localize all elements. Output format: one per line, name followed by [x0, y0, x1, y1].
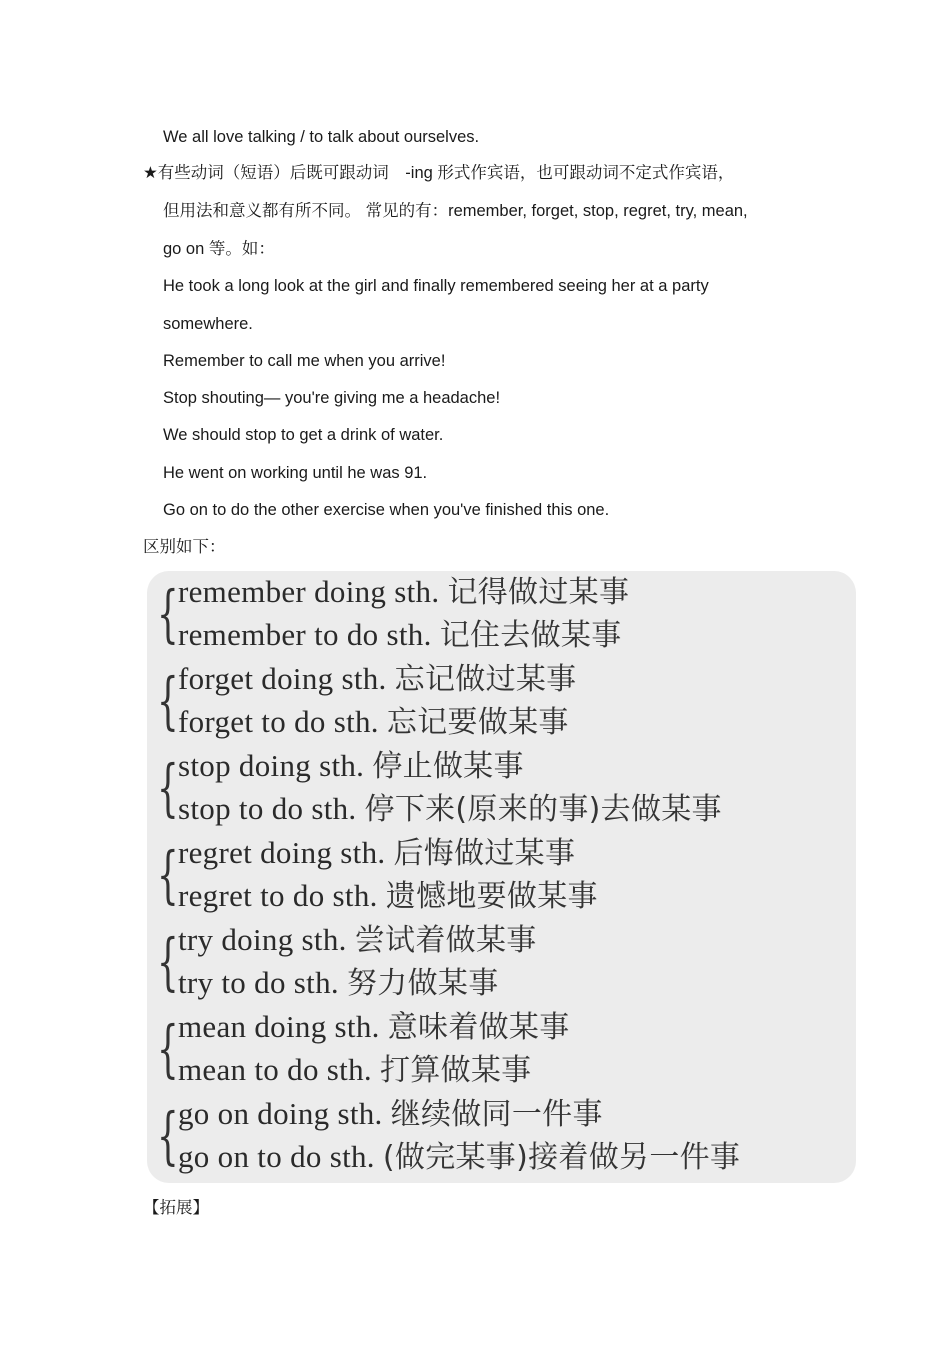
example-sentence-7: Go on to do the other exercise when you've finished this one. — [163, 501, 610, 519]
entry-zh: 后悔做过某事 — [393, 836, 576, 871]
entry-en: try doing sth. — [178, 922, 347, 957]
pair-forget — [147, 660, 847, 747]
entry-doing — [178, 921, 537, 960]
entry-en: mean to do sth. — [178, 1052, 372, 1087]
pair-try — [147, 921, 847, 1008]
entry-to-do — [178, 703, 569, 742]
entry-zh: 忘记要做某事 — [386, 705, 569, 740]
entry-to-do — [178, 1138, 740, 1177]
example-sentence-2: He took a long look at the girl and finally remembered seeing her at a party — [163, 277, 709, 295]
entry-zh: 意味着做某事 — [387, 1010, 570, 1045]
rule-note-cont-1: 但用法和意义都有所不同。 常见的有：remember, forget, stop, regret, try, mean, — [163, 202, 748, 220]
difference-heading: 区别如下： — [143, 538, 226, 556]
entry-zh: 尝试着做某事 — [354, 923, 537, 958]
entry-doing — [178, 747, 524, 786]
pair-stop — [147, 747, 847, 834]
entry-en: regret to do sth. — [178, 878, 378, 913]
entry-zh: 努力做某事 — [347, 966, 499, 1001]
entry-to-do — [178, 790, 722, 829]
pair-go-on — [147, 1095, 847, 1182]
entry-zh: 忘记做过某事 — [394, 662, 577, 697]
pair-regret — [147, 834, 847, 921]
example-sentence-4: Stop shouting— you're giving me a headache! — [163, 389, 501, 407]
pair-mean — [147, 1008, 847, 1095]
rule-note: ★有些动词（短语）后既可跟动词 -ing 形式作宾语，也可跟动词不定式作宾语， — [143, 164, 735, 182]
example-sentence-6: He went on working until he was 91. — [163, 464, 428, 482]
example-sentence-1: We all love talking / to talk about ourselves. — [163, 128, 480, 146]
entry-to-do — [178, 616, 622, 655]
entry-doing — [178, 573, 629, 612]
entry-en: stop doing sth. — [178, 748, 365, 783]
brace-icon: { — [157, 751, 179, 824]
entry-zh: (做完某事)接着做另一件事 — [382, 1140, 741, 1175]
entry-to-do — [178, 1051, 531, 1090]
entry-en: go on to do sth. — [178, 1139, 375, 1174]
rule-note-cont-2: go on 等。如： — [163, 240, 275, 258]
entry-doing — [178, 660, 576, 699]
entry-en: stop to do sth. — [178, 791, 357, 826]
brace-icon: { — [157, 1012, 179, 1085]
brace-icon: { — [157, 925, 179, 998]
entry-zh: 停止做某事 — [372, 749, 524, 784]
entry-zh: 继续做同一件事 — [390, 1097, 603, 1132]
brace-icon: { — [157, 838, 179, 911]
comparison-panel — [147, 571, 856, 1183]
entry-zh: 停下来(原来的事)去做某事 — [364, 792, 722, 827]
brace-icon: { — [157, 1099, 179, 1172]
example-sentence-2-cont: somewhere. — [163, 315, 253, 333]
entry-en: mean doing sth. — [178, 1009, 380, 1044]
entry-to-do — [178, 964, 499, 1003]
pair-remember — [147, 573, 847, 660]
entry-en: try to do sth. — [178, 965, 339, 1000]
entry-zh: 遗憾地要做某事 — [385, 879, 598, 914]
entry-doing — [178, 834, 575, 873]
extension-heading: 【拓展】 — [143, 1199, 209, 1217]
entry-en: forget to do sth. — [178, 704, 379, 739]
entry-doing — [178, 1008, 570, 1047]
entry-zh: 记住去做某事 — [439, 618, 622, 653]
entry-doing — [178, 1095, 603, 1134]
brace-icon: { — [157, 664, 179, 737]
entry-zh: 打算做某事 — [379, 1053, 532, 1088]
entry-en: go on doing sth. — [178, 1096, 383, 1131]
entry-en: remember to do sth. — [178, 617, 432, 652]
entry-en: remember doing sth. — [178, 574, 440, 609]
entry-en: forget doing sth. — [178, 661, 387, 696]
entry-zh: 记得做过某事 — [447, 575, 630, 610]
entry-en: regret doing sth. — [178, 835, 386, 870]
entry-to-do — [178, 877, 598, 916]
brace-icon: { — [157, 577, 179, 650]
example-sentence-5: We should stop to get a drink of water. — [163, 426, 444, 444]
example-sentence-3: Remember to call me when you arrive! — [163, 352, 446, 370]
